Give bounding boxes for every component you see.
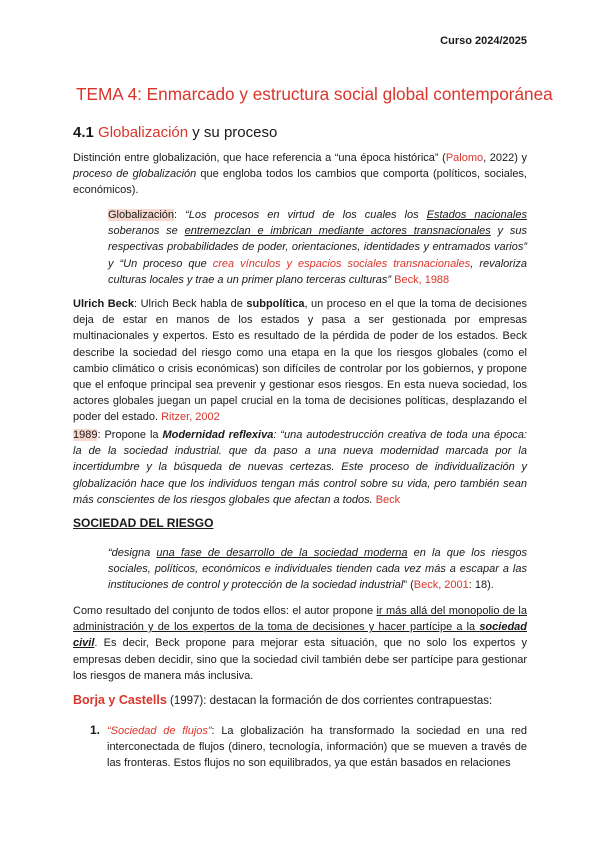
highlighted-year: 1989	[73, 429, 98, 441]
author-name: Borja y Castells	[73, 693, 167, 707]
section-heading-rest: y su proceso	[188, 124, 278, 141]
author-name: Ulrich Beck	[73, 298, 134, 310]
intro-paragraph: Distinción entre globalización, que hace referencia a “una época histórica” (Palomo, 2022) y proceso de globalización que engloba todos los cambios que comporta (políticos, sociales, económicos).	[73, 152, 527, 197]
reflexive-modernity-paragraph: 1989: Propone la Modernidad reflexiva: “una autodestrucción creativa de toda una época: la de la sociedad industrial. que da paso a una nueva modernidad marcada por la incertidumbre y la búsqueda de nuevas certezas. Este proceso de individualización y globalización hace que los individuos tengan más control sobre su vida, pero también sean más conscientes de los riesgos globales que afectan a todos. Beck	[73, 429, 527, 506]
beck-paragraph: Ulrich Beck: Ulrich Beck habla de subpolítica, un proceso en el que la toma de decisiones deja de estar en manos de los estados y pasa a ser gestionada por empresas multinacionales y expertos. Esto es resultado de la pérdida de poder de los estados. Beck describe la sociedad del riesgo como una etapa en la que los riesgos globales (como el cambio climático o crisis económicas) son difíciles de controlar por los gobiernos, y propone que el enfoque principal sea prevenir y gestionar esos riesgos. En esta nueva sociedad, los actores globales juegan un papel crucial en la toma de decisiones políticas, desplazando el poder del estado. Ritzer, 2002	[73, 298, 527, 424]
course-label: Curso 2024/2025	[440, 35, 527, 47]
section-heading	[73, 124, 277, 141]
page-title: TEMA 4: Enmarcado y estructura social global contemporánea	[76, 84, 553, 104]
risk-society-quote: “designa una fase de desarrollo de la sociedad moderna en la que los riesgos sociales, políticos, económicos e individuales tienden cada vez más a escapar a las instituciones de control y protección de la sociedad industrial” (Beck, 2001: 18).	[108, 547, 527, 592]
list-number: 1.	[90, 723, 101, 737]
citation: Beck, 1988	[391, 273, 450, 286]
globalization-quote: Globalización: “Los procesos en virtud de los cuales los Estados nacionales soberanos se entremezclan e imbrican mediante actores transnacionales y sus respectivas probabilidades de poder, orientaciones, identidades y entramados varios” y “Un proceso que crea vínculos y espacios sociales transnacionales, revaloriza culturas locales y trae a un primer plano terceras culturas” Beck, 1988	[108, 209, 527, 286]
list-item-text: “Sociedad de flujos”: La globalización ha transformado la sociedad en una red interconectada de flujos (dinero, tecnología, información) que se mueven a través de las fronteras. Estos flujos no son equilibrados, ya que están basados en relaciones	[107, 725, 527, 770]
citation: Ritzer, 2002	[158, 411, 220, 424]
section-keyword: Globalización	[98, 124, 189, 141]
conclusion-paragraph: Como resultado del conjunto de todos ellos: el autor propone ir más allá del monopolio de la administración y de los expertos de la toma de decisiones y hacer partícipe a la sociedad civil. Es decir, Beck propone para mejorar esta situación, que no solo los expertos y empresas deben decidir, sino que la sociedad civil también debe ser partícipe para gestionar los riesgos de manera más inclusiva.	[73, 605, 527, 682]
borja-castells-paragraph: Borja y Castells (1997): destacan la formación de dos corrientes contrapuestas:	[73, 693, 493, 707]
citation: Beck, 2001	[413, 579, 469, 592]
citation: Palomo	[445, 152, 484, 164]
risk-society-heading: SOCIEDAD DEL RIESGO	[73, 516, 214, 530]
list-item	[90, 723, 527, 772]
section-number: 4.1	[73, 124, 94, 141]
highlighted-label: Globalización	[108, 209, 175, 221]
citation: Beck	[372, 493, 401, 506]
